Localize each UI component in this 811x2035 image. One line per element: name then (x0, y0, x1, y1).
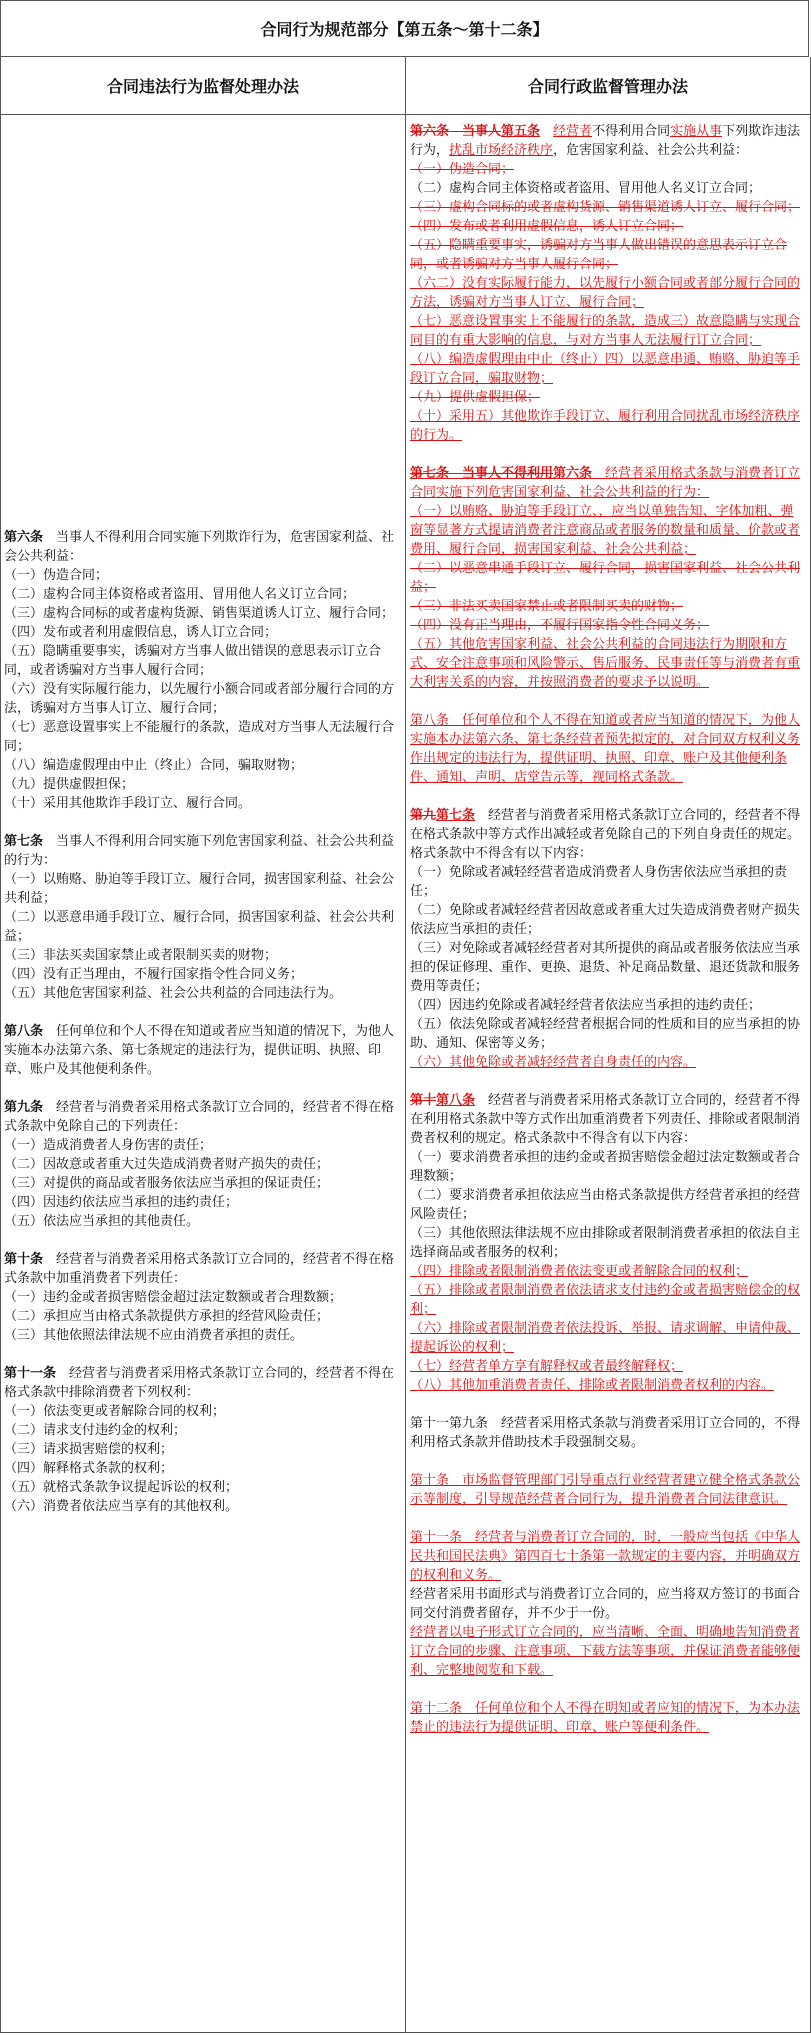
right-article-11: 第十一条 经营者与消费者订立合同的，时，一般应当包括《中华人民共和国民法典》第四百七十条第一款规定的主要内容，并明确双方的权利和义务。 经营者采用书面形式与消费者订立合同的，应当将双方签订的书面合同交付消费者留存，并不少于一份。 经营者以电子形式订立合同的，应当清晰、全面、明确地告知消费者订立合同的步骤、注意事项、下载方法等事项，并保证消费者能够便利、完整地阅览和下载。 (410, 1530, 801, 1678)
left-article-11: 第十一条 经营者与消费者采用格式条款订立合同的，经营者不得在格式条款中排除消费者下列权利： （一）依法变更或者解除合同的权利； （二）请求支付违约金的权利； （三）请求损害赔偿的权利； （四）解释格式条款的权利； （五）就格式条款争议提起诉讼的权利； （六）消费者依法应当享有的其他权利。 (4, 1366, 395, 1514)
article-heading: 第六条 (4, 530, 44, 545)
article-heading: 第七条 (436, 808, 476, 823)
left-column (1, 115, 406, 2032)
article-heading: 第五条 (501, 124, 541, 139)
article-heading: 第八条 (436, 1093, 476, 1108)
right-article-7: 第九第七条 经营者与消费者采用格式条款订立合同的，经营者不得在格式条款中等方式作出减轻或者免除自己的下列自身责任的规定。格式条款中不得含有以下内容： （一）免除或者减轻经营者造成消费者人身伤害依法应当承担的责任； （二）免除或者减轻经营者因故意或者重大过失造成消费者财产损失依法应当承担的责任； （三）对免除或者减轻经营者对其所提供的商品或者服务依法应当承担的保证修理、重作、更换、退货、补足商品数量、退还货款和服务费用等责任； （四）因违约免除或者减轻经营者依法应当承担的违约责任； （五）依法免除或者减轻经营者根据合同的性质和目的应当承担的协助、通知、保密等义务； （六）其他免除或者减轻经营者自身责任的内容。 (410, 808, 801, 1070)
right-column (406, 115, 810, 2032)
article-heading: 第十一条 (4, 1366, 57, 1381)
right-article-9: 第十一第九条 经营者采用格式条款与消费者采用订立合同的，不得利用格式条款并借助技术手段强制交易。 (410, 1416, 801, 1450)
right-column-header: 合同行政监督管理办法 (527, 77, 688, 96)
right-article-6: 第七条 当事人不得利用第六条 经营者采用格式条款与消费者订立合同实施下列危害国家利益、社会公共利益的行为： （一）以贿赂、胁迫等手段订立、，应当以单独告知、字体加粗、弹窗等显著方式提请消费者注意商品或者服务的数量和质量、价款或者费用、履行合同，损害国家利益、社会公共利益； （二）以恶意串通手段订立、履行合同，损害国家利益、社会公共利益； （三）非法买卖国家禁止或者限制买卖的财物； （四）没有正当理由，不履行国家指令性合同义务； （五）其他危害国家利益、社会公共利益的合同违法行为期限和方式、安全注意事项和风险警示、售后服务、民事责任等与消费者有重大利害关系的内容，并按照消费者的要求予以说明。 (410, 466, 801, 690)
left-article-8: 第八条 任何单位和个人不得在知道或者应当知道的情况下，为他人实施本办法第六条、第七条规定的违法行为，提供证明、执照、印章、账户及其他便利条件。 (4, 1024, 395, 1077)
comparison-table-body (0, 115, 811, 2033)
right-article-8: 第十第八条 经营者与消费者采用格式条款订立合同的，经营者不得在利用格式条款中等方式作出加重消费者下列责任、排除或者限制消费者权利的规定。格式条款中不得含有以下内容： （一）要求消费者承担的违约金或者损害赔偿金超过法定数额或者合理数额； （二）要求消费者承担依法应当由格式条款提供方经营者承担的经营风险责任； （三）其他依照法律法规不应由排除或者限制消费者承担的依法自主选择商品或者服务的权利； （四）排除或者限制消费者依法变更或者解除合同的权利； （五）排除或者限制消费者依法请求支付违约金或者损害赔偿金的权利； （六）排除或者限制消费者依法投诉、举报、请求调解、申请仲裁、提起诉讼的权利； （七）经营者单方享有解释权或者最终解释权； （八）其他加重消费者责任、排除或者限制消费者权利的内容。 (410, 1093, 801, 1393)
left-article-7: 第七条 当事人不得利用合同实施下列危害国家利益、社会公共利益的行为： （一）以贿赂、胁迫等手段订立、履行合同，损害国家利益、社会公共利益； （二）以恶意串通手段订立、履行合同，损害国家利益、社会公共利益； （三）非法买卖国家禁止或者限制买卖的财物； （四）没有正当理由，不履行国家指令性合同义务； （五）其他危害国家利益、社会公共利益的合同违法行为。 (4, 834, 395, 1001)
right-article-10: 第十条 市场监督管理部门引导重点行业经营者建立健全格式条款公示等制度，引导规范经营者合同行为，提升消费者合同法律意识。 (410, 1473, 801, 1507)
article-heading: 第八条 (4, 1024, 44, 1039)
left-article-10: 第十条 经营者与消费者采用格式条款订立合同的，经营者不得在格式条款中加重消费者下列责任： （一）违约金或者损害赔偿金超过法定数额或者合理数额； （二）承担应当由格式条款提供方承担的经营风险责任； （三）其他依照法律法规不应由消费者承担的责任。 (4, 1252, 395, 1343)
article-heading: 第七条 (4, 834, 44, 849)
article-heading: 第十条 (4, 1252, 44, 1267)
page-title: 合同行为规范部分【第五条～第十二条】 (0, 0, 809, 57)
right-article-12: 第十二条 任何单位和个人不得在明知或者应知的情况下，为本办法禁止的违法行为提供证明、印章、账户等便利条件。 (410, 1701, 801, 1735)
left-article-6: 第六条 当事人不得利用合同实施下列欺诈行为，危害国家利益、社会公共利益： （一）伪造合同； （二）虚构合同主体资格或者盗用、冒用他人名义订立合同； （三）虚构合同标的或者虚构货源、销售渠道诱人订立、履行合同； （四）发布或者利用虚假信息，诱人订立合同； （五）隐瞒重要事实，诱骗对方当事人做出错误的意思表示订立合同，或者诱骗对方当事人履行合同； （六）没有实际履行能力，以先履行小额合同或者部分履行合同的方法，诱骗对方当事人订立、履行合同； （七）恶意设置事实上不能履行的条款，造成对方当事人无法履行合同； （八）编造虚假理由中止（终止）合同，骗取财物； （九）提供虚假担保； （十）采用其他欺诈手段订立、履行合同。 (4, 530, 395, 811)
left-column-header: 合同违法行为监督处理办法 (1, 57, 406, 114)
right-article-8-struck: 第八条 任何单位和个人不得在知道或者应当知道的情况下，为他人实施本办法第六条、第七条经营者预先拟定的，对合同双方权利义务作出规定的违法行为，提供证明、执照、印章、账户及其他便利条件、通知、声明、店堂告示等，视同格式条款。 (410, 713, 801, 785)
left-article-9: 第九条 经营者与消费者采用格式条款订立合同的，经营者不得在格式条款中免除自己的下列责任： （一）造成消费者人身伤害的责任； （二）因故意或者重大过失造成消费者财产损失的责任； （三）对提供的商品或者服务依法应当承担的保证责任； （四）因违约依法应当承担的违约责任； （五）依法应当承担的其他责任。 (4, 1100, 395, 1229)
article-heading: 第六条 (553, 466, 593, 481)
right-article-5: 第六条 当事人第五条 经营者不得利用合同实施从事下列欺诈违法行为，扰乱市场经济秩序，危害国家利益、社会公共利益： （一）伪造合同； （二）虚构合同主体资格或者盗用、冒用他人名义订立合同； （三）虚构合同标的或者虚构货源、销售渠道诱人订立、履行合同； （四）发布或者利用虚假信息，诱人订立合同； （五）隐瞒重要事实，诱骗对方当事人做出错误的意思表示订立合同，或者诱骗对方当事人履行合同； （六二）没有实际履行能力，以先履行小额合同或者部分履行合同的方法，诱骗对方当事人订立、履行合同； （七）恶意设置事实上不能履行的条款，造成三）故意隐瞒与实现合同目的有重大影响的信息，与对方当事人无法履行订立合同； （八）编造虚假理由中止（终止）四）以恶意串通、贿赂、胁迫等手段订立合同，骗取财物； （九）提供虚假担保； （十）采用五）其他欺诈手段订立、履行利用合同扰乱市场经济秩序的行为。 (410, 124, 801, 443)
column-headers (0, 57, 811, 115)
article-heading: 第九条 (4, 1100, 44, 1115)
